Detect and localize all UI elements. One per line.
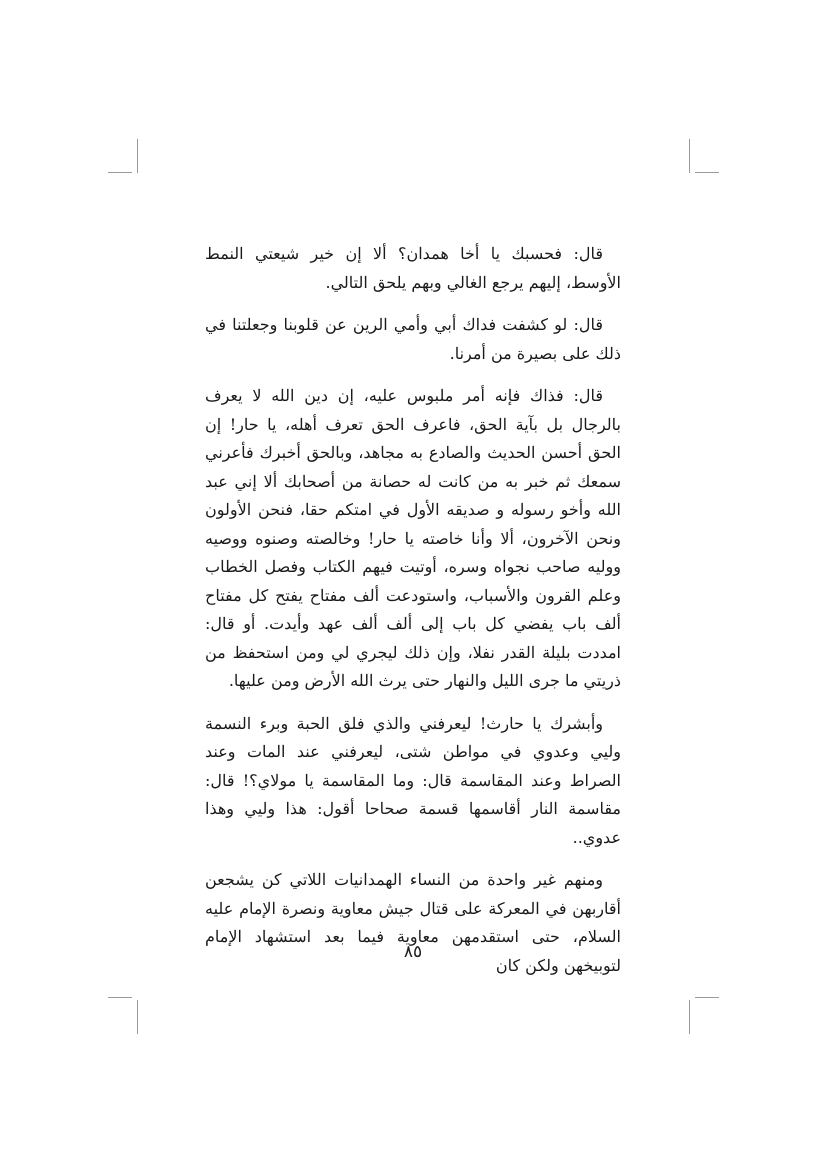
- crop-mark-bottom-left-horizontal: [108, 997, 132, 998]
- paragraph: وأبشرك يا حارث! ليعرفني والذي فلق الحبة وبرء النسمة وليي وعدوي في مواطن شتى، ليعرفني عند المات وعند الصراط وعند المقاسمة قال: وما المقاسمة يا مولاي؟! قال: مقاسمة النار أقاسمها قسمة صحاحا أقول: هذا وليي وهذا عدوي..: [205, 713, 621, 847]
- crop-mark-top-right-horizontal: [695, 172, 719, 173]
- paragraph: قال: فذاك فإنه أمر ملبوس عليه، إن دين الله لا يعرف بالرجال بل بآية الحق، فاعرف الحق تعرف أهله، يا حار! إن الحق أحسن الحديث والصادع به مجاهد، وبالحق أخبرك فأعرني سمعك ثم خبر به من كانت له حصانة من أصحابك ألا إني عبد الله وأخو رسوله و صديقه الأول في امتكم حقا، فنحن الأولون ونحن الآخرون، ألا وأنا خاصته يا حار! وخالصته وصنوه ووصيه ووليه صاحب نجواه وسره، أوتيت فيهم الكتاب وفصل الخطاب وعلم القرون والأسباب، واستودعت ألف مفتاح يفتح كل مفتاح ألف باب يفضي كل باب إلى ألف ألف عهد وأيدت. أو قال: امددت بليلة القدر نفلا، وإن ذلك ليجري لي ومن استحفظ من ذريتي ما جرى الليل والنهار حتى يرث الله الأرض ومن عليها.: [205, 386, 621, 690]
- paragraph: قال: لو كشفت فداك أبي وأمي الرين عن قلوبنا وجعلتنا في ذلك على بصيرة من أمرنا.: [205, 315, 621, 363]
- paragraph: ومنهم غير واحدة من النساء الهمدانيات اللاتي كن يشجعن أقاربهن في المعركة على قتال جيش معاوية ونصرة الإمام عليه السلام، حتى استقدمهن معاوية فيما بعد استشهاد الإمام لتوبيخهن ولكن كان: [205, 870, 621, 975]
- crop-mark-top-right-vertical: [689, 139, 690, 173]
- crop-mark-top-left-horizontal: [108, 172, 132, 173]
- crop-mark-top-left-vertical: [137, 139, 138, 173]
- page-number: ٨٥: [403, 942, 423, 962]
- body-text: [205, 240, 621, 994]
- crop-mark-bottom-right-vertical: [689, 1000, 690, 1034]
- crop-mark-bottom-left-vertical: [137, 1000, 138, 1034]
- crop-mark-bottom-right-horizontal: [695, 997, 719, 998]
- paragraph: قال: فحسبك يا أخا همدان؟ ألا إن خير شيعتي النمط الأوسط، إليهم يرجع الغالي وبهم يلحق التالي.: [205, 244, 621, 292]
